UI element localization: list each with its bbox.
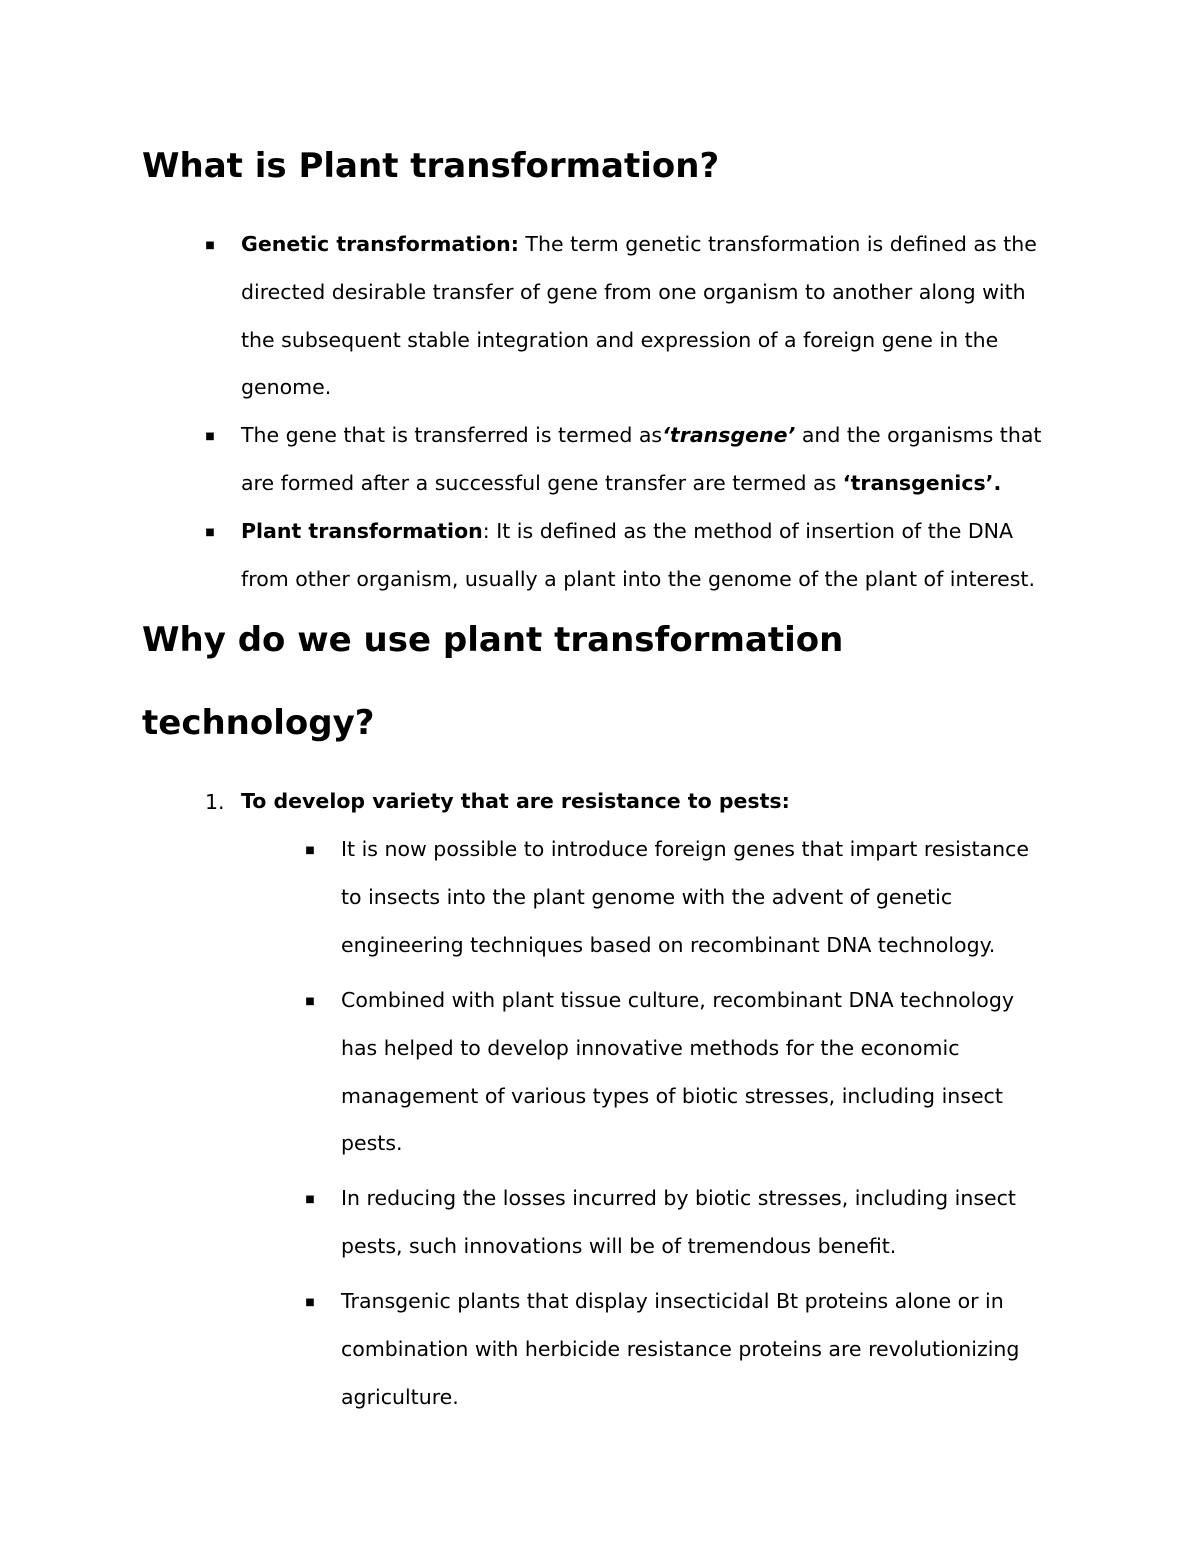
plant-transformation-paragraph: Plant transformation: It is defined as the method of insertion of the DNA from other organism, usually a plant into the genome of the plant of interest.	[241, 519, 1035, 591]
plant-transformation-term: Plant transformation	[241, 519, 483, 543]
transgene-term: ‘transgene’	[662, 423, 796, 447]
bullet-icon: ■	[305, 1194, 315, 1205]
numbered-item-title: To develop variety that are resistance to pests:	[241, 789, 790, 813]
genetic-transformation-paragraph: Genetic transformation: The term genetic transformation is defined as the directed desirable transfer of gene from one organism to another along with the subsequent stable integration and expression of a foreign gene in the genome.	[241, 232, 1037, 400]
sub-bullet-4: Transgenic plants that display insecticidal Bt proteins alone or in combination with herbicide resistance proteins are revolutionizing agriculture.	[341, 1289, 1020, 1409]
bullet-icon: ■	[305, 845, 315, 856]
heading-why-use-line2: technology?	[142, 703, 375, 743]
sub-bullet-3: In reducing the losses incurred by biotic stresses, including insect pests, such innovations will be of tremendous benefit.	[341, 1186, 1016, 1258]
sub-bullet-2: Combined with plant tissue culture, recombinant DNA technology has helped to develop innovative methods for the economic management of various types of biotic stresses, including insect pests.	[341, 988, 1014, 1156]
list-number: 1.	[205, 790, 225, 814]
bullet-icon: ■	[305, 996, 315, 1007]
transgene-paragraph: The gene that is transferred is termed as‘transgene’ and the organisms that are formed after a successful gene transfer are termed as ‘transgenics’.	[241, 423, 1042, 495]
heading-why-use-line1: Why do we use plant transformation	[142, 620, 844, 660]
sub-bullet-1: It is now possible to introduce foreign genes that impart resistance to insects into the plant genome with the advent of genetic engineering techniques based on recombinant DNA technology.	[341, 837, 1029, 957]
bullet-icon: ■	[205, 240, 215, 251]
bullet-icon: ■	[205, 431, 215, 442]
genetic-transformation-term: Genetic transformation:	[241, 232, 519, 256]
transgenics-term: ‘transgenics’.	[842, 470, 1002, 495]
heading-what-is-plant-transformation: What is Plant transformation?	[142, 146, 720, 186]
bullet-icon: ■	[205, 527, 215, 538]
bullet-icon: ■	[305, 1297, 315, 1308]
